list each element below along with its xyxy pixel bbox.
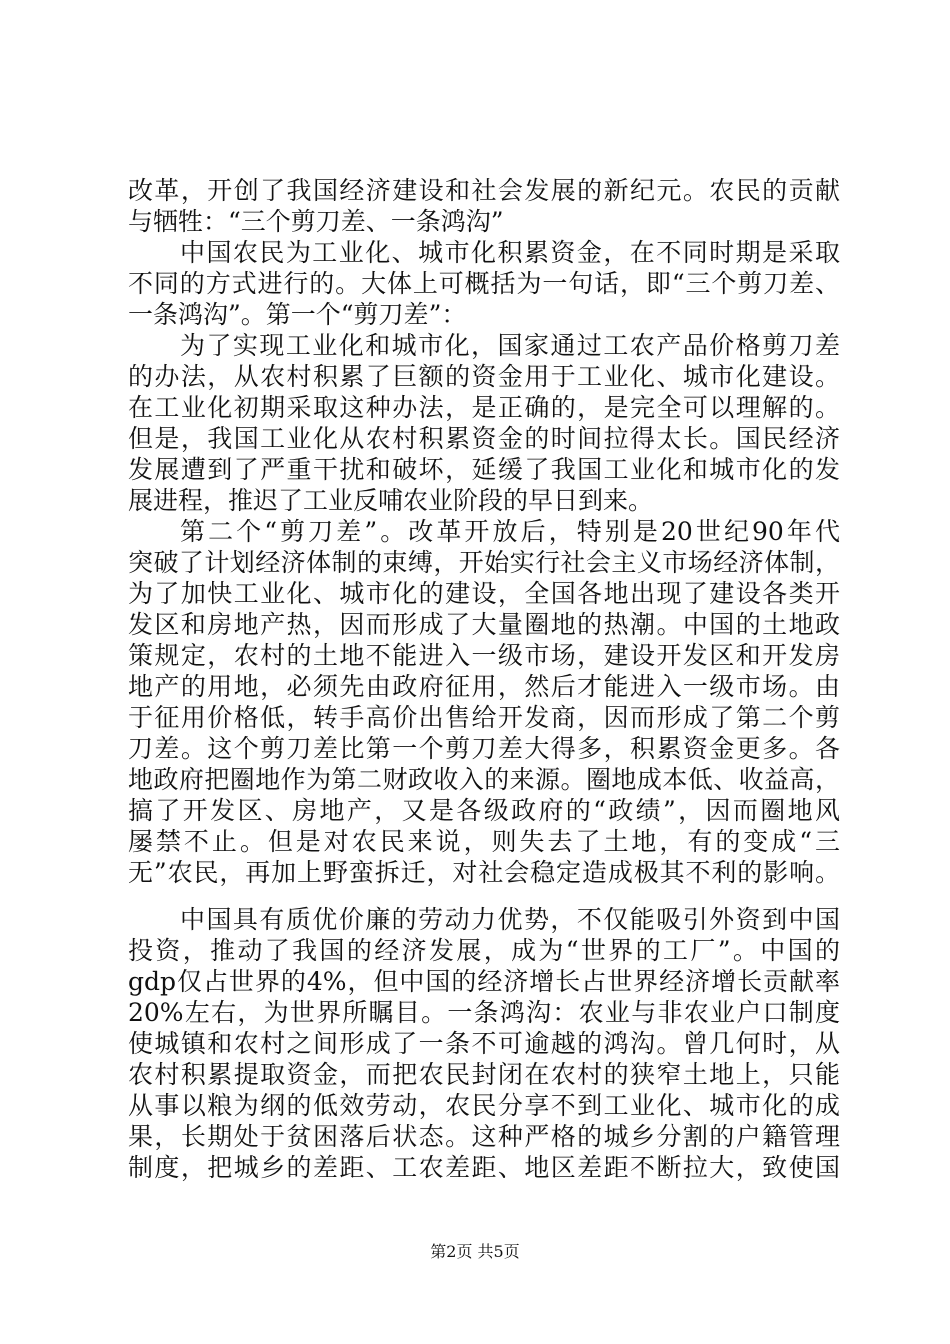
text-line: 农村积累提取资金，而把农民封闭在农村的狭窄土地上，只能 bbox=[128, 1060, 840, 1089]
text-line: 20%左右，为世界所瞩目。一条鸿沟：农业与非农业户口制度 bbox=[128, 998, 840, 1027]
text-line: 的办法，从农村积累了巨额的资金用于工业化、城市化建设。 bbox=[128, 362, 840, 391]
text-line: gdp仅占世界的4%，但中国的经济增长占世界经济增长贡献率 bbox=[128, 967, 840, 996]
paragraph bbox=[128, 330, 840, 516]
text-line: 但是，我国工业化从农村积累资金的时间拉得太长。国民经济 bbox=[128, 424, 840, 453]
text-line: 策规定，农村的土地不能进入一级市场，建设开发区和开发房 bbox=[128, 641, 840, 670]
text-line: 使城镇和农村之间形成了一条不可逾越的鸿沟。曾几何时，从 bbox=[128, 1029, 840, 1058]
text-line: 在工业化初期采取这种办法，是正确的，是完全可以理解的。 bbox=[128, 393, 840, 422]
paragraph-spacer bbox=[128, 888, 840, 904]
text-line: 从事以粮为纲的低效劳动，农民分享不到工业化、城市化的成 bbox=[128, 1091, 840, 1120]
text-line: 中国具有质优价廉的劳动力优势，不仅能吸引外资到中国 bbox=[180, 905, 840, 934]
paragraph bbox=[128, 904, 840, 1183]
page-number: 第2页 共5页 bbox=[430, 1242, 520, 1261]
text-line: 投资，推动了我国的经济发展，成为“世界的工厂”。中国的 bbox=[128, 936, 840, 965]
text-line: 无”农民，再加上野蛮拆迁，对社会稳定造成极其不利的影响。 bbox=[128, 858, 840, 887]
paragraph bbox=[128, 516, 840, 888]
text-line: 与牺牲：“三个剪刀差、一条鸿沟” bbox=[128, 207, 504, 236]
text-line: 发展遭到了严重干扰和破坏，延缓了我国工业化和城市化的发 bbox=[128, 455, 840, 484]
page-footer bbox=[0, 1241, 950, 1263]
text-line: 展进程，推迟了工业反哺农业阶段的早日到来。 bbox=[128, 486, 654, 515]
text-line: 一条鸿沟”。第一个“剪刀差”： bbox=[128, 300, 467, 329]
text-line: 不同的方式进行的。大体上可概括为一句话，即“三个剪刀差、 bbox=[128, 269, 840, 298]
text-line: 地产的用地，必须先由政府征用，然后才能进入一级市场。由 bbox=[128, 672, 840, 701]
text-line: 制度，把城乡的差距、工农差距、地区差距不断拉大，致使国 bbox=[128, 1153, 840, 1182]
text-line: 于征用价格低，转手高价出售给开发商，因而形成了第二个剪 bbox=[128, 703, 840, 732]
text-line: 第二个“剪刀差”。改革开放后，特别是20世纪90年代 bbox=[180, 517, 840, 546]
text-line: 突破了计划经济体制的束缚，开始实行社会主义市场经济体制， bbox=[128, 548, 840, 577]
text-line: 改革，开创了我国经济建设和社会发展的新纪元。农民的贡献 bbox=[128, 176, 840, 205]
text-line: 果，长期处于贫困落后状态。这种严格的城乡分割的户籍管理 bbox=[128, 1122, 840, 1151]
text-line: 搞了开发区、房地产，又是各级政府的“政绩”，因而圈地风 bbox=[128, 796, 840, 825]
text-line: 刀差。这个剪刀差比第一个剪刀差大得多，积累资金更多。各 bbox=[128, 734, 840, 763]
text-line: 发区和房地产热，因而形成了大量圈地的热潮。中国的土地政 bbox=[128, 610, 840, 639]
document-body bbox=[128, 175, 840, 1183]
text-line: 为了实现工业化和城市化，国家通过工农产品价格剪刀差 bbox=[180, 331, 840, 360]
text-line: 屡禁不止。但是对农民来说，则失去了土地，有的变成“三 bbox=[128, 827, 840, 856]
text-line: 中国农民为工业化、城市化积累资金，在不同时期是采取 bbox=[180, 238, 840, 267]
paragraph bbox=[128, 175, 840, 237]
text-line: 地政府把圈地作为第二财政收入的来源。圈地成本低、收益高， bbox=[128, 765, 840, 794]
text-line: 为了加快工业化、城市化的建设，全国各地出现了建设各类开 bbox=[128, 579, 840, 608]
paragraph bbox=[128, 237, 840, 330]
